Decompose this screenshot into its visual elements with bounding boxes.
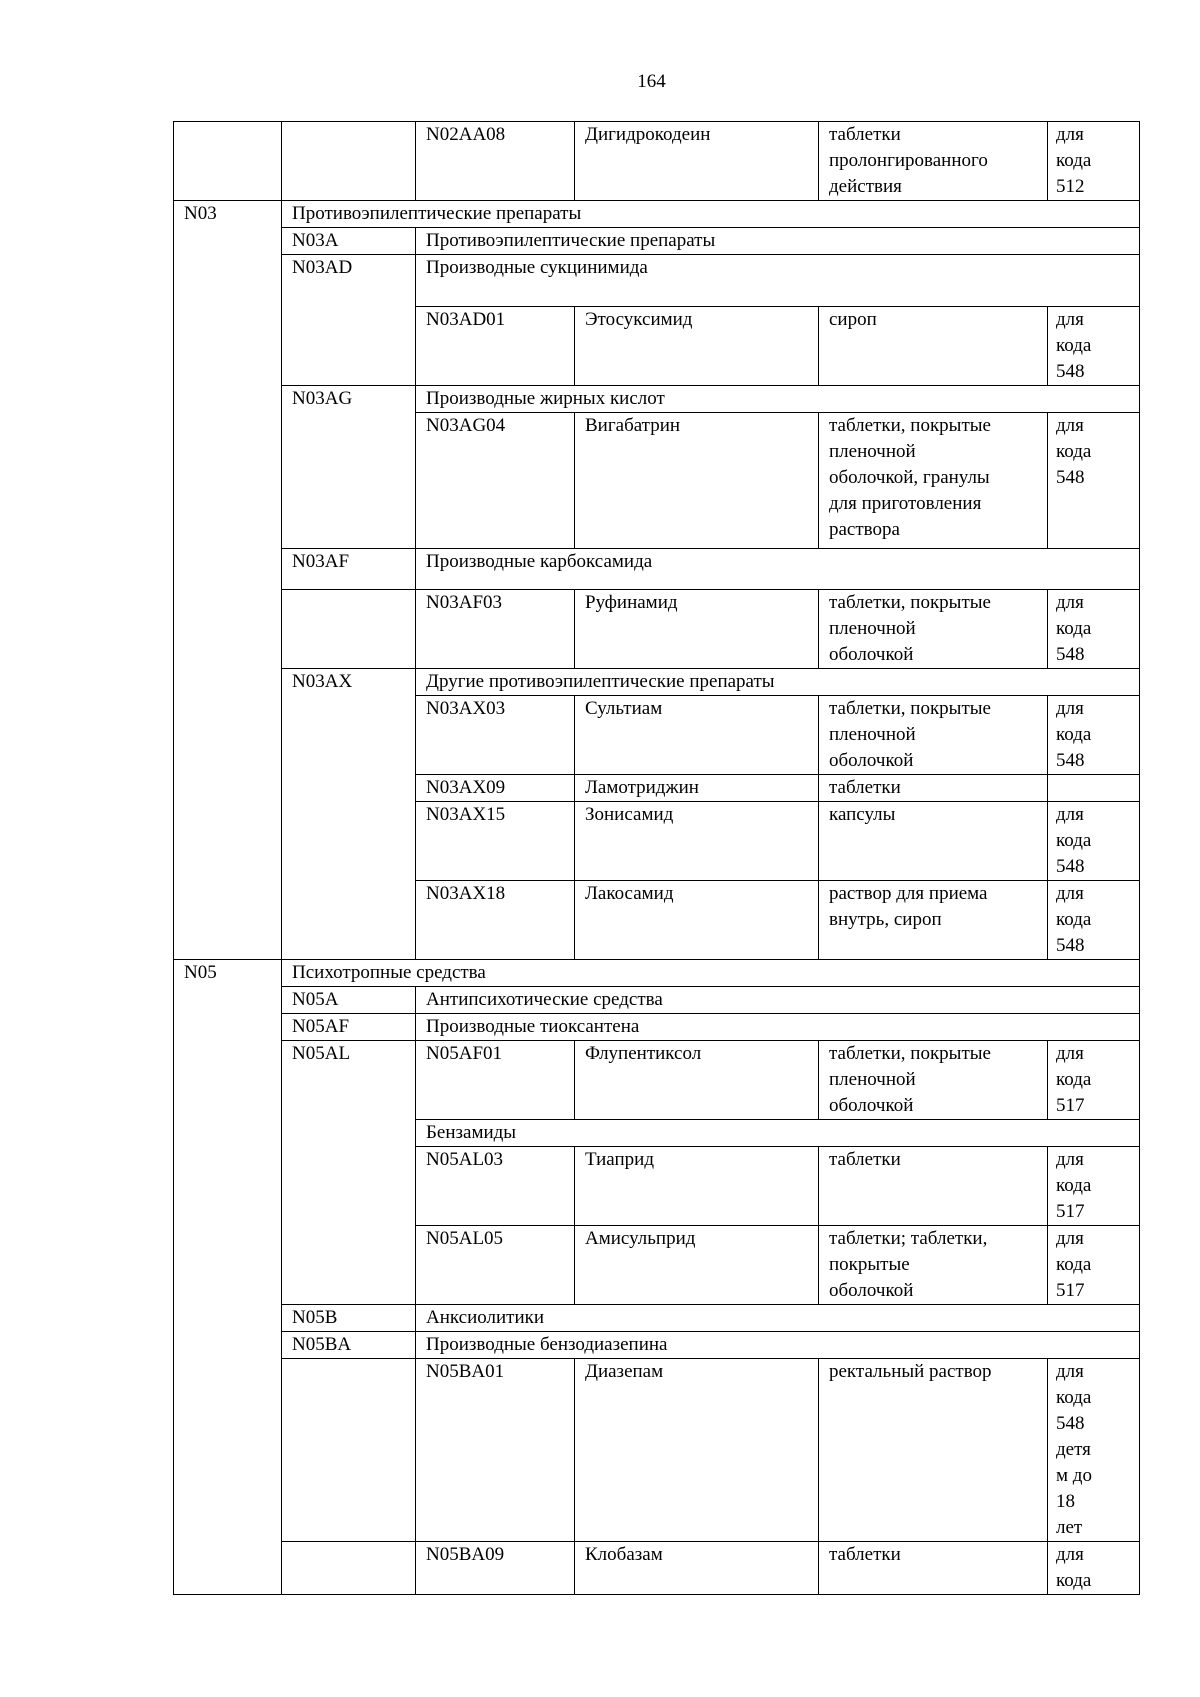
table-row (174, 122, 1140, 201)
subgroup-code-cell: N03AX (282, 669, 416, 960)
code-cell: N05AF01 (416, 1041, 575, 1120)
table-row (174, 1014, 1140, 1041)
table-row (174, 228, 1140, 255)
code-cell: N03AX03 (416, 696, 575, 775)
dosage-form-cell: таблетки, покрытые пленочной оболочкой (819, 1041, 1048, 1120)
subgroup-title-cell: Другие противоэпилептические препараты (416, 669, 1140, 696)
note-cell: для кода 517 (1048, 1041, 1140, 1120)
table-row (174, 669, 1140, 696)
subgroup-title-cell: Бензамиды (416, 1120, 1140, 1147)
group-title-cell: Противоэпилептические препараты (282, 201, 1140, 228)
dosage-form-cell: таблетки (819, 1542, 1048, 1595)
drug-name-cell: Ламотриджин (575, 775, 819, 802)
drug-name-cell: Зонисамид (575, 802, 819, 881)
subgroup-title-cell: Производные бензодиазепина (416, 1332, 1140, 1359)
note-cell: для кода 517 (1048, 1147, 1140, 1226)
subgroup-code-cell: N03AF (282, 549, 416, 590)
subgroup-code-cell: N03A (282, 228, 416, 255)
note-cell: для кода 548 (1048, 802, 1140, 881)
table-row (174, 255, 1140, 307)
table-row (174, 549, 1140, 590)
dosage-form-cell: таблетки (819, 775, 1048, 802)
subgroup-code-cell: N05AF (282, 1014, 416, 1041)
group-code-cell: N03 (174, 201, 282, 960)
subgroup-cell (282, 122, 416, 201)
code-cell: N03AX15 (416, 802, 575, 881)
drug-table (173, 121, 1140, 1595)
code-cell: N05BA09 (416, 1542, 575, 1595)
dosage-form-cell: таблетки (819, 1147, 1048, 1226)
subgroup-title-cell: Противоэпилептические препараты (416, 228, 1140, 255)
dosage-form-cell: ректальный раствор (819, 1359, 1048, 1542)
note-cell: для кода (1048, 1542, 1140, 1595)
drug-name-cell: Флупентиксол (575, 1041, 819, 1120)
dosage-form-cell: сироп (819, 307, 1048, 386)
subgroup-title-cell: Антипсихотические средства (416, 987, 1140, 1014)
subgroup-code-cell: N03AG (282, 386, 416, 549)
table-row (174, 386, 1140, 413)
subgroup-code-cell: N03AD (282, 255, 416, 386)
drug-name-cell: Вигабатрин (575, 413, 819, 549)
subgroup-code-cell: N05A (282, 987, 416, 1014)
subgroup-code-cell: N05AL (282, 1041, 416, 1305)
table-row (174, 1041, 1140, 1120)
table-row (174, 1332, 1140, 1359)
drug-name-cell: Клобазам (575, 1542, 819, 1595)
subgroup-title-cell: Производные жирных кислот (416, 386, 1140, 413)
drug-name-cell: Сультиам (575, 696, 819, 775)
subgroup-cell (282, 1542, 416, 1595)
note-cell: для кода 548 (1048, 307, 1140, 386)
table-row (174, 1542, 1140, 1595)
group-title-cell: Психотропные средства (282, 960, 1140, 987)
code-cell: N02AA08 (416, 122, 575, 201)
subgroup-code-cell: N05BA (282, 1332, 416, 1359)
drug-name-cell: Руфинамид (575, 590, 819, 669)
dosage-form-cell: таблетки, покрытые пленочной оболочкой, гранулы для приготовления раствора (819, 413, 1048, 549)
note-cell: для кода 512 (1048, 122, 1140, 201)
subgroup-code-cell: N05B (282, 1305, 416, 1332)
table-row (174, 1305, 1140, 1332)
table-row (174, 960, 1140, 987)
subgroup-title-cell: Производные карбоксамида (416, 549, 1140, 590)
drug-name-cell: Диазепам (575, 1359, 819, 1542)
drug-name-cell: Тиаприд (575, 1147, 819, 1226)
table-row (174, 1359, 1140, 1542)
dosage-form-cell: раствор для приема внутрь, сироп (819, 881, 1048, 960)
drug-name-cell: Дигидрокодеин (575, 122, 819, 201)
group-cell (174, 122, 282, 201)
drug-name-cell: Лакосамид (575, 881, 819, 960)
code-cell: N05AL03 (416, 1147, 575, 1226)
group-code-cell: N05 (174, 960, 282, 1595)
code-cell: N05AL05 (416, 1226, 575, 1305)
code-cell: N03AG04 (416, 413, 575, 549)
code-cell: N03AD01 (416, 307, 575, 386)
note-cell: для кода 548 (1048, 413, 1140, 549)
dosage-form-cell: таблетки, покрытые пленочной оболочкой (819, 696, 1048, 775)
drug-name-cell: Этосуксимид (575, 307, 819, 386)
dosage-form-cell: капсулы (819, 802, 1048, 881)
dosage-form-cell: таблетки, покрытые пленочной оболочкой (819, 590, 1048, 669)
note-cell: для кода 548 детя м до 18 лет (1048, 1359, 1140, 1542)
dosage-form-cell: таблетки пролонгированного действия (819, 122, 1048, 201)
code-cell: N03AX09 (416, 775, 575, 802)
table-row (174, 590, 1140, 669)
page-number: 164 (637, 71, 666, 92)
subgroup-cell (282, 1359, 416, 1542)
code-cell: N03AF03 (416, 590, 575, 669)
note-cell: для кода 548 (1048, 590, 1140, 669)
note-cell: для кода 548 (1048, 696, 1140, 775)
subgroup-title-cell: Производные тиоксантена (416, 1014, 1140, 1041)
table-row (174, 201, 1140, 228)
table-row (174, 987, 1140, 1014)
note-cell: для кода 548 (1048, 881, 1140, 960)
code-cell: N03AX18 (416, 881, 575, 960)
drug-name-cell: Амисульприд (575, 1226, 819, 1305)
subgroup-title-cell: Производные сукцинимида (416, 255, 1140, 307)
code-cell: N05BA01 (416, 1359, 575, 1542)
subgroup-title-cell: Анксиолитики (416, 1305, 1140, 1332)
subgroup-cell (282, 590, 416, 669)
note-cell (1048, 775, 1140, 802)
dosage-form-cell: таблетки; таблетки, покрытые оболочкой (819, 1226, 1048, 1305)
note-cell: для кода 517 (1048, 1226, 1140, 1305)
